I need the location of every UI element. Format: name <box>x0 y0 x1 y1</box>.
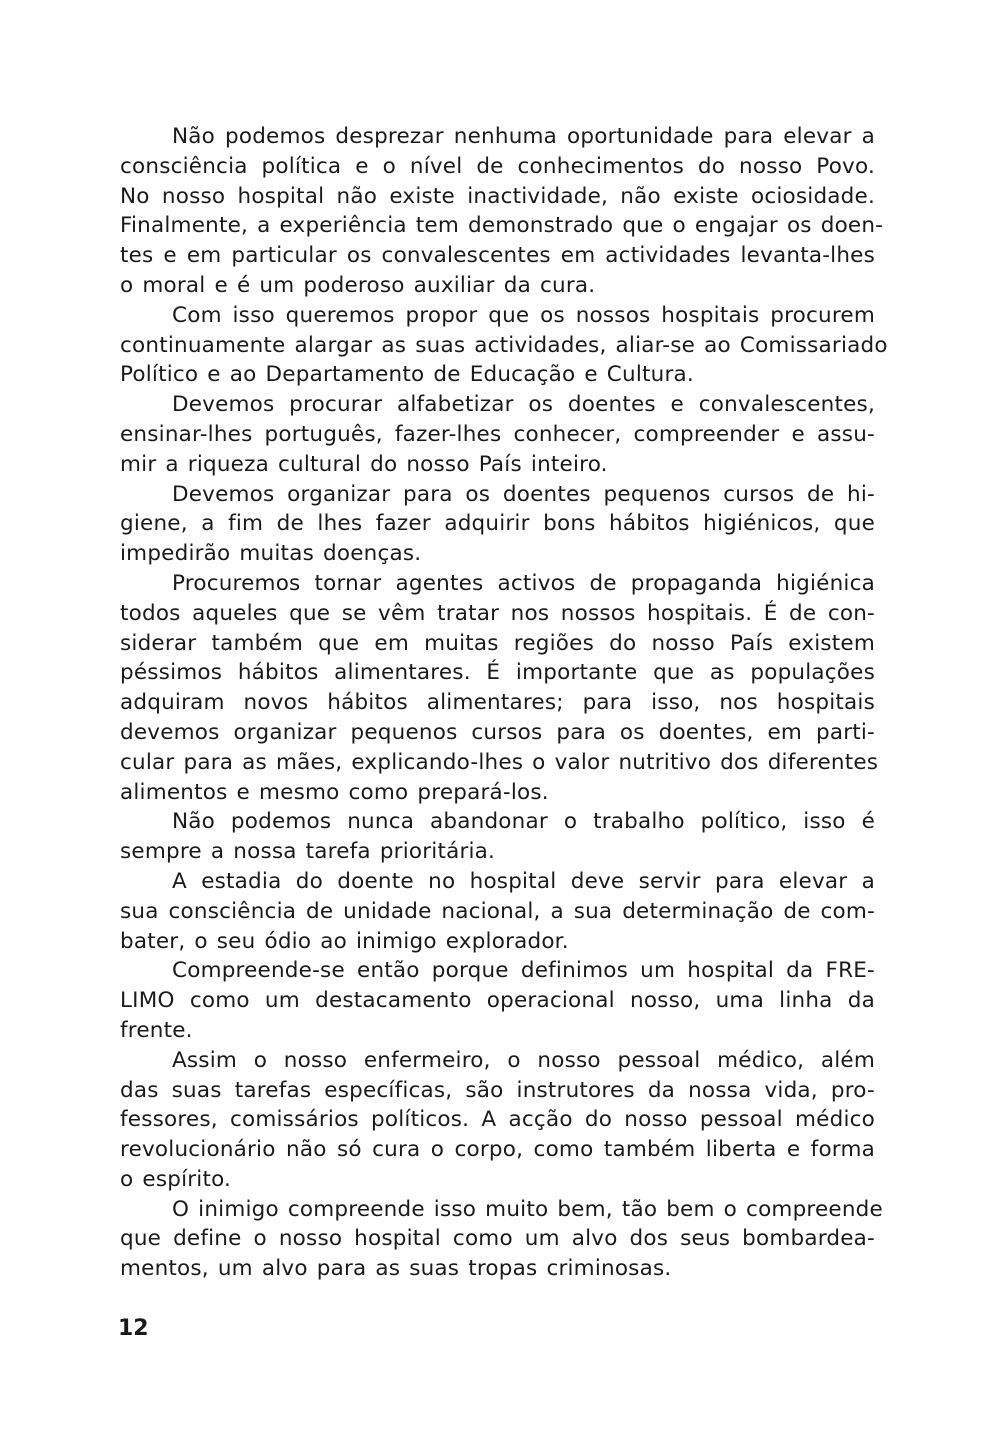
text-line: revolucionário não só cura o corpo, como também liberta e forma <box>120 1137 875 1163</box>
paragraph <box>120 1046 875 1195</box>
text-line: Procuremos tornar agentes activos de propaganda higiénica <box>172 570 875 596</box>
text-line: ensinar-lhes português, fazer-lhes conhecer, compreender e assu- <box>120 421 875 447</box>
text-line: impedirão muitas doenças. <box>120 541 422 567</box>
text-line: consciência política e o nível de conhecimentos do nosso Povo. <box>120 153 875 179</box>
text-line: Político e ao Departamento de Educação e Cultura. <box>120 362 694 388</box>
text-line: No nosso hospital não existe inactividade, não existe ociosidade. <box>120 183 875 209</box>
text-line: sempre a nossa tarefa prioritária. <box>120 839 496 865</box>
paragraph <box>120 867 875 956</box>
text-line: o espírito. <box>120 1166 232 1192</box>
paragraph <box>120 480 875 569</box>
text-line: todos aqueles que se vêm tratar nos nossos hospitais. É de con- <box>120 600 875 626</box>
text-line: Assim o nosso enfermeiro, o nosso pessoal médico, além <box>172 1047 875 1073</box>
text-line: bater, o seu ódio ao inimigo explorador. <box>120 928 569 954</box>
text-line: A estadia do doente no hospital deve servir para elevar a <box>172 868 875 894</box>
text-line: LIMO como um destacamento operacional nosso, uma linha da <box>120 988 875 1014</box>
text-line: mir a riqueza cultural do nosso País inteiro. <box>120 451 608 477</box>
text-line: fessores, comissários políticos. A acção do nosso pessoal médico <box>120 1107 875 1133</box>
paragraph <box>120 122 884 301</box>
text-line: Devemos procurar alfabetizar os doentes e convalescentes, <box>172 392 875 418</box>
text-line: adquiram novos hábitos alimentares; para isso, nos hospitais <box>120 690 875 716</box>
text-line: sua consciência de unidade nacional, a sua determinação de com- <box>120 898 875 924</box>
paragraph <box>120 301 888 390</box>
text-line: Compreende-se então porque definimos um hospital da FRE- <box>172 958 875 984</box>
text-line: devemos organizar pequenos cursos para os doentes, em parti- <box>120 719 875 745</box>
body-text <box>120 122 888 1284</box>
text-line: o moral e é um poderoso auxiliar da cura. <box>120 272 596 298</box>
text-line: siderar também que em muitas regiões do nosso País existem <box>120 630 875 656</box>
text-line: alimentos e mesmo como prepará-los. <box>120 779 549 805</box>
text-line: Com isso queremos propor que os nossos hospitais procurem <box>172 302 875 328</box>
paragraph <box>120 1195 883 1284</box>
text-line: das suas tarefas específicas, são instrutores da nossa vida, pro- <box>120 1077 875 1103</box>
text-line: péssimos hábitos alimentares. É importante que as populações <box>120 660 875 686</box>
text-line: Não podemos desprezar nenhuma oportunidade para elevar a <box>172 124 875 149</box>
text-line: cular para as mães, explicando-lhes o valor nutritivo dos diferentes <box>120 749 879 775</box>
paragraph <box>120 390 875 479</box>
text-line: Finalmente, a experiência tem demonstrado que o engajar os doen- <box>120 213 884 239</box>
paragraph <box>120 807 875 867</box>
paragraph <box>120 569 879 807</box>
text-line: giene, a fim de lhes fazer adquirir bons hábitos higiénicos, que <box>120 511 875 537</box>
text-line: tes e em particular os convalescentes em actividades levanta-lhes <box>120 243 875 269</box>
text-line: frente. <box>120 1017 193 1043</box>
text-line: continuamente alargar as suas actividades, aliar-se ao Comissariado <box>120 332 888 358</box>
paragraph <box>120 956 875 1045</box>
text-line: que define o nosso hospital como um alvo dos seus bombardea- <box>120 1226 875 1252</box>
text-line: O inimigo compreende isso muito bem, tão bem o compreende <box>172 1196 883 1222</box>
text-line: Devemos organizar para os doentes pequenos cursos de hi- <box>172 481 875 507</box>
page-number: 12 <box>118 1316 149 1341</box>
text-line: Não podemos nunca abandonar o trabalho político, isso é <box>172 809 875 835</box>
text-line: mentos, um alvo para as suas tropas criminosas. <box>120 1256 672 1282</box>
